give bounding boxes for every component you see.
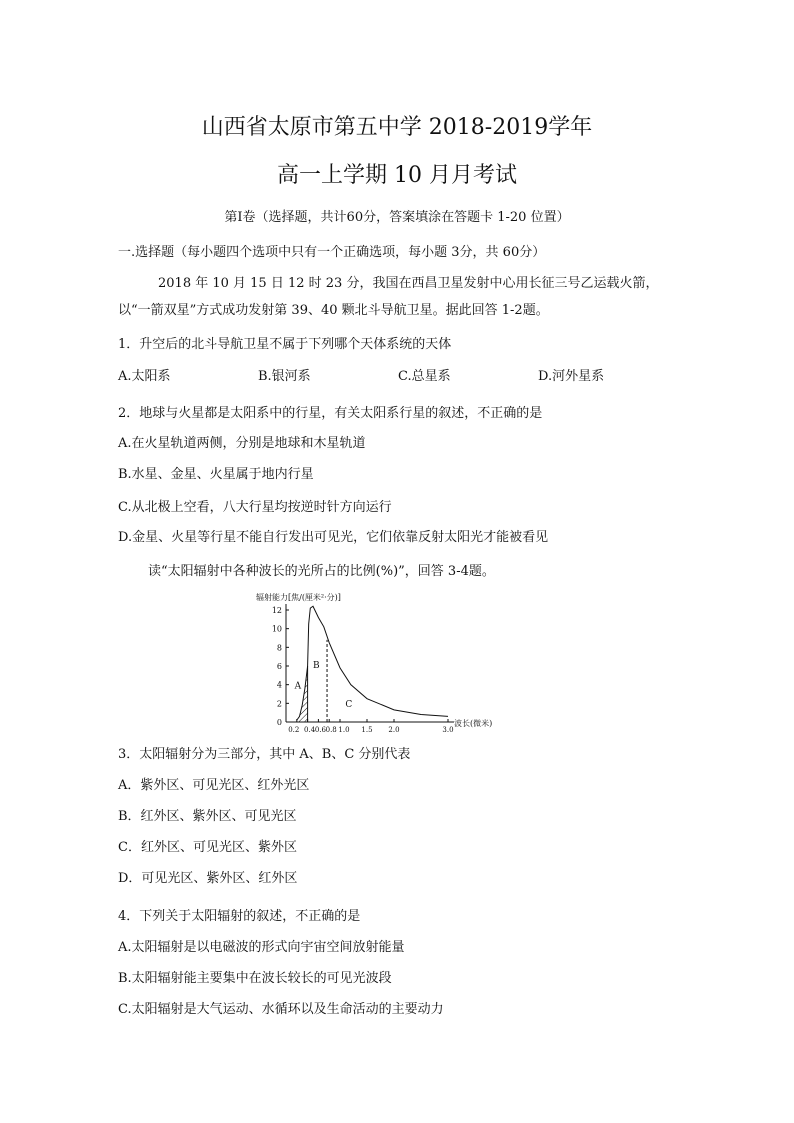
- q3-option-b: B．红外区、紫外区、可见光区: [118, 809, 297, 824]
- x-tick-label: 2.0: [388, 726, 400, 734]
- q3-option-a: A．紫外区、可见光区、红外光区: [118, 778, 310, 793]
- y-tick-label: 2: [276, 699, 282, 709]
- y-tick-label: 4: [276, 680, 282, 690]
- section-heading: 一.选择题（每小题四个选项中只有一个正确选项，每小题 3分，共 60分）: [118, 245, 546, 260]
- q1-option-c: C.总星系: [398, 369, 451, 384]
- q2-stem: 2．地球与火星都是太阳系中的行星，有关太阳系行星的叙述，不正确的是: [118, 406, 543, 421]
- x-tick-label: 0.6: [314, 726, 326, 734]
- y-tick-label: 12: [271, 606, 282, 615]
- x-tick-label: 0.2: [288, 726, 300, 734]
- q3-option-d: D．可见光区、紫外区、红外区: [118, 871, 298, 886]
- region-label-b: B: [313, 660, 320, 671]
- passage1-line2: 以“一箭双星”方式成功发射第 39、40 颗北斗导航卫星。据此回答 1-2题。: [118, 303, 549, 318]
- q1-option-b: B.银河系: [258, 369, 311, 384]
- q4-option-a: A.太阳辐射是以电磁波的形式向宇宙空间放射能量: [118, 940, 405, 955]
- region-a-hatch: [297, 666, 308, 722]
- y-axis-label: 辐射能力[焦/(厘米²·分)]: [256, 593, 341, 602]
- q2-option-d: D.金星、火星等行星不能自行发出可见光，它们依靠反射太阳光才能被看见: [118, 530, 549, 545]
- x-tick-label: 3.0: [442, 726, 454, 734]
- title-line-2: 高一上学期 10 月月考试: [277, 163, 517, 188]
- q2-option-c: C.从北极上空看，八大行星均按逆时针方向运行: [118, 500, 392, 515]
- y-tick-label: 0: [276, 718, 282, 727]
- q1-option-a: A.太阳系: [118, 369, 171, 384]
- section-note: 第Ⅰ卷（选择题，共计60分，答案填涂在答题卡 1-20 位置）: [224, 210, 570, 225]
- q2-option-b: B.水星、金星、火星属于地内行星: [118, 467, 314, 482]
- passage2: 读“太阳辐射中各种波长的光所占的比例(%)”，回答 3-4题。: [148, 564, 495, 579]
- x-tick-label: 1.5: [361, 726, 373, 734]
- x-tick-label: 0.4: [304, 726, 316, 734]
- q3-option-c: C．红外区、可见光区、紫外区: [118, 840, 297, 855]
- q2-option-a: A.在火星轨道两侧，分别是地球和木星轨道: [118, 436, 366, 451]
- q4-option-c: C.太阳辐射是大气运动、水循环以及生命活动的主要动力: [118, 1002, 444, 1017]
- x-tick-label: 0.8: [325, 726, 337, 734]
- y-tick-label: 6: [276, 662, 282, 671]
- x-tick-label: 1.0: [338, 726, 350, 734]
- region-label-c: C: [345, 700, 353, 711]
- q3-stem: 3．太阳辐射分为三部分，其中 A、B、C 分别代表: [118, 747, 411, 762]
- y-tick-label: 10: [271, 624, 282, 634]
- passage1-line1: 2018 年 10 月 15 日 12 时 23 分，我国在西昌卫星发射中心用长征三号乙运载火箭，: [158, 276, 659, 291]
- q1-option-d: D.河外星系: [538, 369, 605, 384]
- title-line-1: 山西省太原市第五中学 2018-2019学年: [201, 115, 593, 140]
- q4-stem: 4．下列关于太阳辐射的叙述，不正确的是: [118, 909, 361, 924]
- y-tick-label: 8: [276, 643, 282, 653]
- q4-option-b: B.太阳辐射能主要集中在波长较长的可见光波段: [118, 971, 392, 986]
- region-label-a: A: [294, 681, 302, 692]
- q1-stem: 1．升空后的北斗导航卫星不属于下列哪个天体系统的天体: [118, 337, 452, 352]
- solar-radiation-chart: [240, 588, 520, 738]
- x-axis-label: 波长(微米): [454, 719, 493, 728]
